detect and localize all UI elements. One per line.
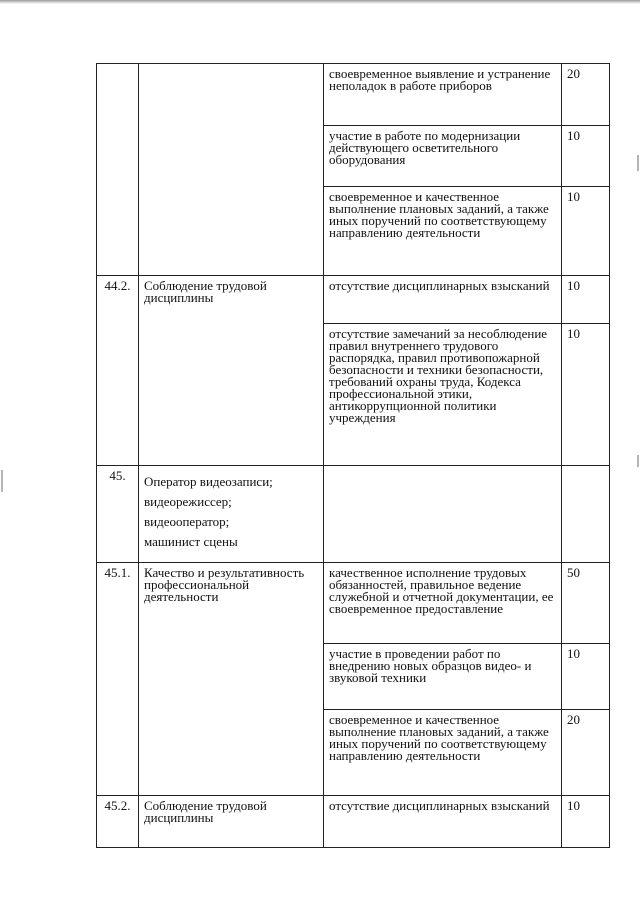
item-name-line: машинист сцены (144, 534, 238, 549)
score-value: 10 (562, 796, 610, 848)
scan-edge-mark (637, 455, 639, 467)
table-row (97, 796, 610, 848)
score-value: 10 (562, 126, 610, 187)
item-name: Качество и результативность профессиональной деятельности (139, 563, 324, 796)
item-name: Соблюдение трудовой дисциплины (139, 796, 324, 848)
item-number: 45.2. (97, 796, 139, 848)
criteria-table (96, 63, 610, 848)
criterion-text: отсутствие замечаний за несоблюдение правил внутреннего трудового распорядка, правил противопожарной безопасности и техники безопасности, требований охраны труда, Кодекса профессиональной этики, антикоррупционной политики учреждения (324, 324, 562, 466)
scan-edge-mark (1, 470, 3, 492)
scan-edge (0, 0, 640, 4)
scan-edge-mark (637, 155, 639, 171)
item-name: Соблюдение трудовой дисциплины (139, 276, 324, 466)
criterion-text: участие в работе по модернизации действующего осветительного оборудования (324, 126, 562, 187)
table-row (97, 563, 610, 644)
criterion-text: своевременное и качественное выполнение плановых заданий, а также иных поручений по соответствующему направлению деятельности (324, 187, 562, 276)
criterion-text (324, 466, 562, 563)
item-number: 45. (97, 466, 139, 563)
score-value: 10 (562, 644, 610, 710)
table-row (97, 466, 610, 563)
score-value: 10 (562, 324, 610, 466)
item-name (139, 64, 324, 276)
criterion-text: своевременное выявление и устранение неполадок в работе приборов (324, 64, 562, 126)
table-row (97, 276, 610, 324)
score-value: 10 (562, 187, 610, 276)
item-name-line: Оператор видеозаписи; (144, 474, 273, 489)
criterion-text: отсутствие дисциплинарных взысканий (324, 796, 562, 848)
score-value (562, 466, 610, 563)
item-name (139, 466, 324, 563)
score-value: 10 (562, 276, 610, 324)
criterion-text: качественное исполнение трудовых обязанностей, правильное ведение служебной и отчетной документации, ее своевременное предоставление (324, 563, 562, 644)
score-value: 20 (562, 64, 610, 126)
score-value: 50 (562, 563, 610, 644)
item-number: 45.1. (97, 563, 139, 796)
item-number (97, 64, 139, 276)
item-name-line: видеорежиссер; (144, 494, 232, 509)
criterion-text: отсутствие дисциплинарных взысканий (324, 276, 562, 324)
item-name-line: видеооператор; (144, 514, 230, 529)
table-row (97, 64, 610, 126)
criterion-text: своевременное и качественное выполнение плановых заданий, а также иных поручений по соответствующему направлению деятельности (324, 710, 562, 796)
score-value: 20 (562, 710, 610, 796)
item-number: 44.2. (97, 276, 139, 466)
criterion-text: участие в проведении работ по внедрению новых образцов видео- и звуковой техники (324, 644, 562, 710)
